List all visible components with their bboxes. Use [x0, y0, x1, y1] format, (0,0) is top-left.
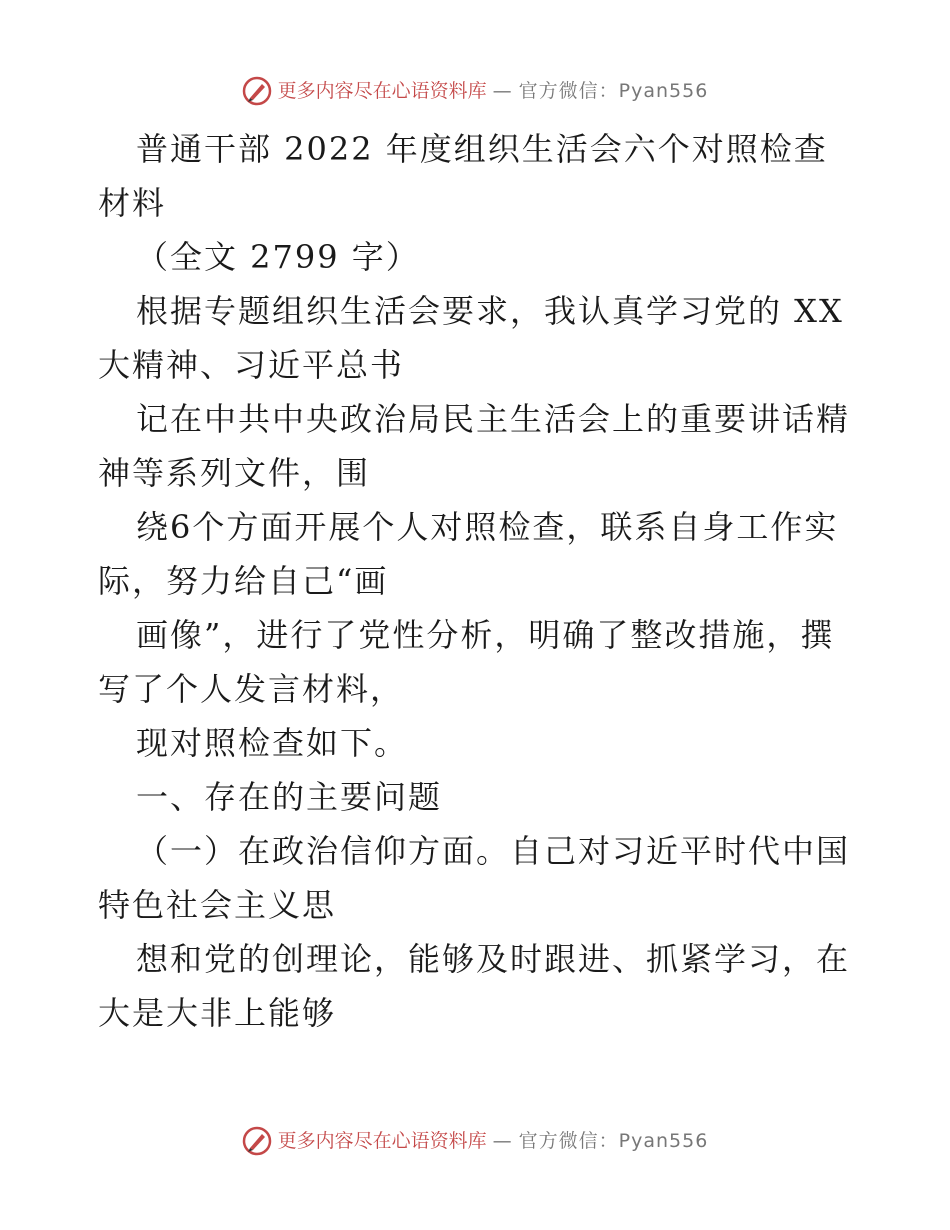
paragraph: 现对照检查如下。	[136, 724, 409, 762]
watermark-separator: —	[492, 1130, 513, 1152]
paragraph: 绕6个方面开展个人对照检查，联系自身工作实际，努力给自己“画	[98, 508, 839, 600]
paragraph: 想和党的创理论，能够及时跟进、抓紧学习，在大是大非上能够	[98, 940, 851, 1032]
watermark-brand: 更多内容尽在心语资料库	[277, 80, 487, 102]
watermark-contact: 官方微信：Pyan556	[518, 80, 709, 102]
pen-logo-icon	[242, 1126, 272, 1156]
paragraph: 记在中共中央政治局民主生活会上的重要讲话精神等系列文件，围	[98, 400, 851, 492]
pen-logo-icon	[242, 76, 272, 106]
watermark-separator: —	[492, 80, 513, 102]
watermark-contact: 官方微信：Pyan556	[518, 1130, 709, 1152]
document-title: 普通干部 2022 年度组织生活会六个对照检查材料	[98, 130, 828, 222]
section-heading: 一、存在的主要问题	[136, 778, 443, 816]
paragraph: 根据专题组织生活会要求，我认真学习党的 XX 大精神、习近平总书	[98, 292, 856, 384]
footer-watermark	[0, 1126, 950, 1156]
document-body	[98, 122, 854, 1040]
word-count: （全文 2799 字）	[136, 238, 420, 276]
paragraph: （一）在政治信仰方面。自己对习近平时代中国特色社会主义思	[98, 832, 851, 924]
watermark-brand: 更多内容尽在心语资料库	[277, 1130, 487, 1152]
header-watermark	[0, 76, 950, 106]
paragraph: 画像”，进行了党性分析，明确了整改措施，撰写了个人发言材料，	[98, 616, 835, 708]
